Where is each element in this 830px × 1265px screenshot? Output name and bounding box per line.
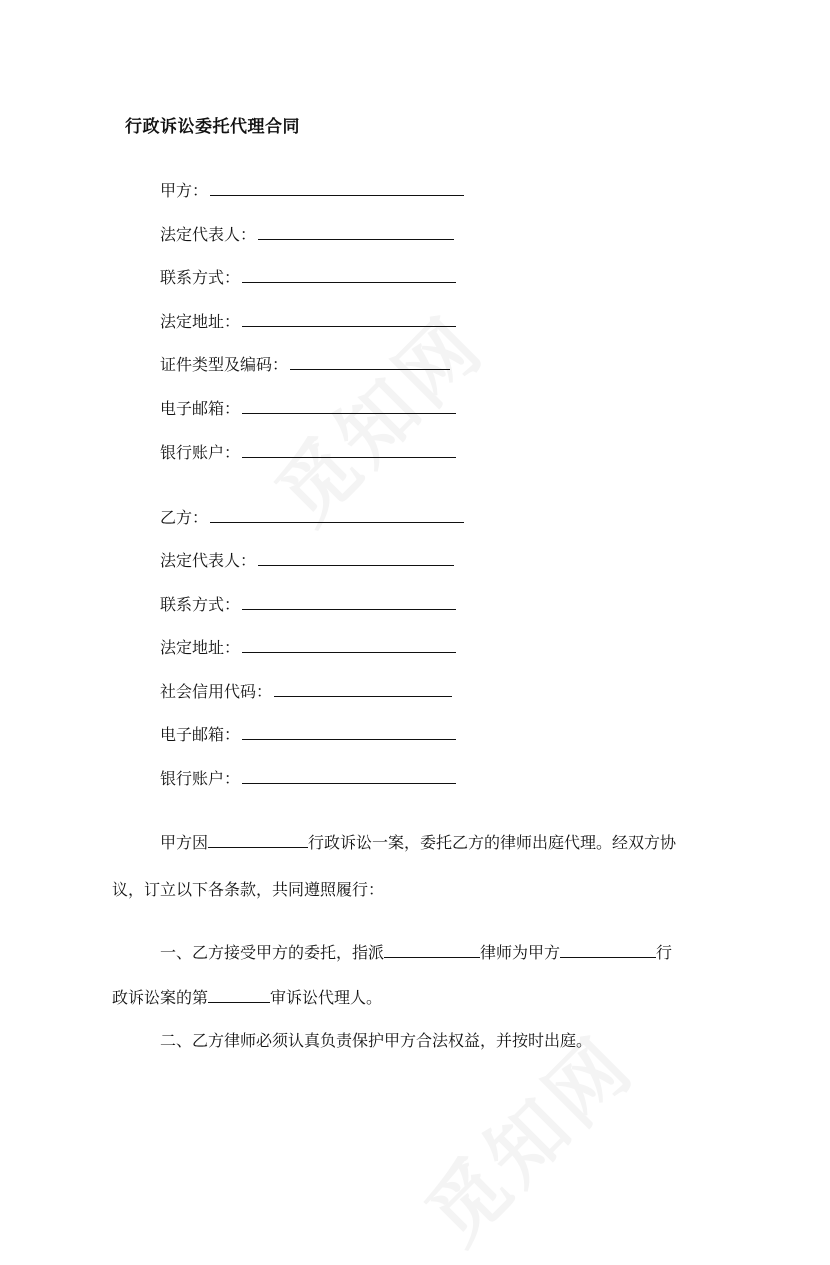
party-a-bank-row [160,440,456,463]
party-b-credit-code-blank[interactable] [274,682,452,697]
party-b-address-label: 法定地址： [160,638,241,657]
party-a-id-label: 证件类型及编码： [160,355,289,374]
clause-1-part-1: 一、乙方接受甲方的委托，指派 [160,943,385,962]
case-name-blank[interactable] [208,833,308,848]
party-a-address-label: 法定地址： [160,312,241,331]
party-b-legal-rep-row [160,548,454,571]
party-a-label: 甲方： [160,181,209,200]
clause-1-part-3: 行 [656,943,673,962]
intro-line-1 [160,830,676,853]
party-a-contact-row [160,265,456,288]
party-a-email-label: 电子邮箱： [160,399,241,418]
party-a-id-blank[interactable] [290,355,450,370]
clause-1-line-1 [160,940,672,963]
party-a-bank-label: 银行账户： [160,443,241,462]
party-b-bank-label: 银行账户： [160,769,241,788]
party-a-bank-blank[interactable] [242,443,456,458]
party-a-row [160,178,464,201]
clause-1-line-2-part-1: 政诉讼案的第 [112,988,209,1007]
clause-1-part-2: 律师为甲方 [480,943,561,962]
intro-line-2 [112,877,384,900]
intro-line-2-text: 议，订立以下各条款，共同遵照履行： [112,880,385,899]
trial-instance-blank[interactable] [208,988,270,1003]
party-b-legal-rep-label: 法定代表人： [160,551,257,570]
party-b-contact-row [160,592,456,615]
party-b-bank-blank[interactable] [242,769,456,784]
intro-part-2: 行政诉讼一案，委托乙方的律师出庭代理。经双方协 [308,833,677,852]
party-b-address-blank[interactable] [242,638,456,653]
clause-1-line-2-part-2: 审诉讼代理人。 [270,988,383,1007]
party-b-email-blank[interactable] [242,725,456,740]
party-a-email-blank[interactable] [242,399,456,414]
party-a-legal-rep-blank[interactable] [258,225,454,240]
lawyer-name-blank[interactable] [384,943,480,958]
party-a-id-row [160,352,450,375]
party-a-address-row [160,309,456,332]
clause-1-line-2 [112,985,382,1008]
party-b-bank-row [160,766,456,789]
party-b-credit-code-row [160,679,452,702]
party-a-legal-rep-label: 法定代表人： [160,225,257,244]
party-b-credit-code-label: 社会信用代码： [160,682,273,701]
party-b-blank[interactable] [210,508,464,523]
party-b-contact-blank[interactable] [242,595,456,610]
party-a-address-blank[interactable] [242,312,456,327]
contract-title: 行政诉讼委托代理合同 [125,117,300,137]
party-b-label: 乙方： [160,508,209,527]
party-a-contact-label: 联系方式： [160,268,241,287]
party-b-address-row [160,635,456,658]
party-b-legal-rep-blank[interactable] [258,551,454,566]
party-a-legal-rep-row [160,222,454,245]
party-a-email-row [160,396,456,419]
party-a-contact-blank[interactable] [242,268,456,283]
intro-part-1: 甲方因 [160,833,209,852]
party-a-blank[interactable] [210,181,464,196]
client-case-blank[interactable] [560,943,656,958]
party-b-email-label: 电子邮箱： [160,725,241,744]
party-b-contact-label: 联系方式： [160,595,241,614]
clause-2 [160,1028,592,1051]
clause-2-text: 二、乙方律师必须认真负责保护甲方合法权益，并按时出庭。 [160,1031,593,1050]
party-b-email-row [160,722,456,745]
party-b-row [160,505,464,528]
